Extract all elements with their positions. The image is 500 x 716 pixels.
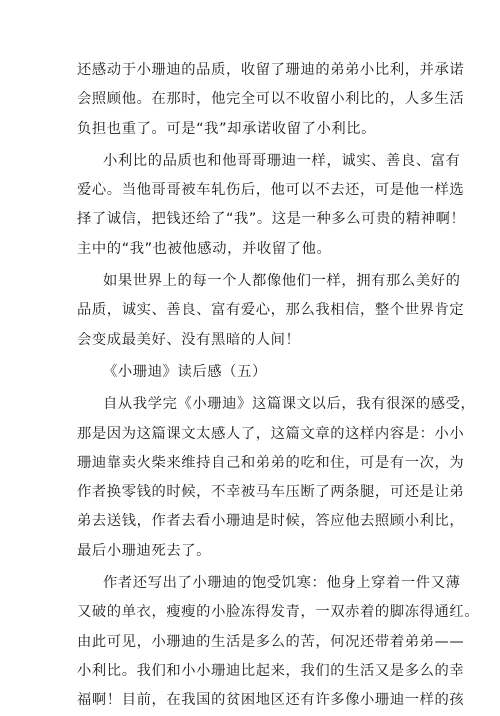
text-line: 品质，诚实、善良、富有爱心，那么我相信，整个世界肯定 [77,302,465,319]
text-line: 小利比。我们和小小珊迪比起来，我们的生活又是多么的幸 [77,662,465,679]
text-line: 小利比的品质也和他哥哥珊迪一样，诚实、善良、富有 [103,152,461,169]
text-line: 弟去送钱，作者去看小珊迪是时候，答应他去照顾小利比， [77,513,465,530]
text-line: 由此可见，小珊迪的生活是多么的苦，何况还带着弟弟—— [77,633,465,650]
text-line: 爱心。当他哥哥被车轧伤后，他可以不去还，可是他一样选 [77,182,465,199]
text-line: 如果世界上的每一个人都像他们一样，拥有那么美好的 [103,273,461,290]
document-page [77,56,480,716]
text-line: 自从我学完《小珊迪》这篇课文以后，我有很深的感受， [103,396,476,413]
text-line: 那是因为这篇课文太感人了，这篇文章的这样内容是：小小 [77,425,465,442]
text-line: 还感动于小珊迪的品质，收留了珊迪的弟弟小比利，并承诺 [77,62,465,78]
text-line: 会变成最美好、没有黑暗的人间！ [77,331,301,348]
paragraph-2 [77,147,466,264]
paragraph-5 [77,390,476,566]
paragraph-1 [77,56,465,144]
heading-text: 《小珊迪》读后感（五） [103,363,267,380]
text-line: 会照顾他。在那时，他完全可以不收留小利比的，人多生活 [77,91,465,108]
text-line: 作者还写出了小珊迪的饱受饥寒：他身上穿着一件又薄 [103,575,461,592]
text-line: 珊迪靠卖火柴来维持自己和弟弟的吃和住，可是有一次，为 [77,454,465,471]
text-line: 福啊！目前，在我国的贫困地区还有许多像小珊迪一样的孩 [77,692,465,709]
text-line: 最后小珊迪死去了。 [77,542,212,559]
paragraph-6 [77,569,480,715]
section-heading [77,358,429,387]
text-line: 择了诚信，把钱还给了“我”。这是一种多么可贵的精神啊！ [77,211,466,228]
text-line: 作者换零钱的时候，不幸被马车压断了两条腿，可还是让弟 [77,484,465,501]
text-line: 又破的单衣，瘦瘦的小脸冻得发青，一双赤着的脚冻得通红。 [77,604,480,621]
text-line: 负担也重了。可是“我”却承诺收留了小利比。 [77,120,377,137]
text-line: 主中的“我”也被他感动，并收留了他。 [77,240,332,257]
paragraph-3 [77,267,465,355]
